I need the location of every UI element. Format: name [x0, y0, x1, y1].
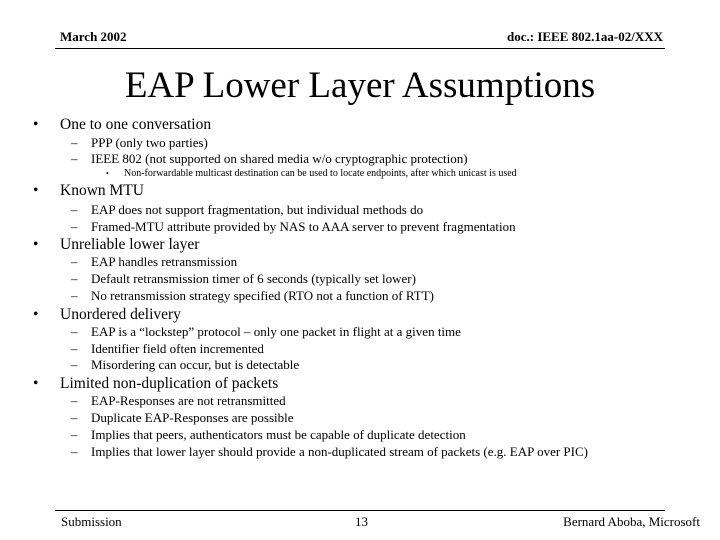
- dash-marker-icon: –: [71, 427, 78, 442]
- header-rule: [55, 48, 665, 49]
- footer-page-number: 13: [355, 514, 368, 529]
- sub-bullet-item-text: No retransmission strategy specified (RTO not a function of RTT): [91, 288, 434, 303]
- bullet-icon: •: [33, 116, 39, 133]
- bullet-item-text: One to one conversation: [60, 116, 212, 133]
- sub-bullet-item-text: PPP (only two parties): [91, 135, 208, 150]
- dash-marker-icon: –: [71, 254, 78, 269]
- sub-bullet-item-text: EAP handles retransmission: [91, 254, 238, 269]
- sub-bullet-item-text: Implies that lower layer should provide a non-duplicated stream of packets (e.g. EAP over PIC): [91, 444, 588, 459]
- bullet-icon: •: [33, 236, 39, 253]
- dash-marker-icon: –: [71, 341, 78, 356]
- footer-author: Bernard Aboba, Microsoft: [563, 514, 700, 529]
- dash-marker-icon: –: [71, 444, 78, 459]
- dash-marker-icon: –: [71, 135, 78, 150]
- sub-bullet-item-text: Implies that peers, authenticators must be capable of duplicate detection: [91, 427, 466, 442]
- bullet-item-text: Unordered delivery: [60, 306, 181, 323]
- bullet-icon: •: [33, 375, 39, 392]
- dash-marker-icon: –: [71, 288, 78, 303]
- bullet-item-text: Known MTU: [60, 182, 144, 199]
- bullet-item-text: Unreliable lower layer: [60, 236, 200, 253]
- sub-bullet-item-text: IEEE 802 (not supported on shared media w/o cryptographic protection): [91, 151, 468, 166]
- header-date: March 2002: [60, 29, 127, 44]
- sub-bullet-item-text: Duplicate EAP-Responses are possible: [91, 410, 294, 425]
- dash-marker-icon: –: [71, 202, 78, 217]
- header-doc-id: doc.: IEEE 802.1aa-02/XXX: [506, 29, 663, 44]
- bullet-icon: •: [33, 306, 39, 323]
- sub-sub-bullet-item-text: Non-forwardable multicast destination can be used to locate endpoints, after which unicast is used: [124, 168, 517, 179]
- dash-marker-icon: –: [71, 357, 78, 372]
- dash-marker-icon: –: [71, 410, 78, 425]
- sub-bullet-item-text: Default retransmission timer of 6 seconds (typically set lower): [91, 271, 416, 286]
- dash-marker-icon: –: [71, 393, 78, 408]
- slide-title: EAP Lower Layer Assumptions: [124, 65, 596, 106]
- dash-marker-icon: –: [71, 151, 78, 166]
- dash-marker-icon: –: [71, 219, 78, 234]
- sub-bullet-item-text: EAP is a “lockstep” protocol – only one packet in flight at a given time: [91, 324, 461, 339]
- bullet-item-text: Limited non-duplication of packets: [60, 375, 279, 392]
- sub-bullet-item-text: Framed-MTU attribute provided by NAS to AAA server to prevent fragmentation: [91, 219, 516, 234]
- dash-marker-icon: –: [71, 271, 78, 286]
- bullet-icon: •: [106, 169, 109, 178]
- dash-marker-icon: –: [71, 324, 78, 339]
- footer-submission: Submission: [61, 514, 122, 529]
- bullet-icon: •: [33, 182, 39, 199]
- sub-bullet-item-text: EAP-Responses are not retransmitted: [91, 393, 286, 408]
- footer-rule: [55, 510, 665, 511]
- sub-bullet-item-text: Identifier field often incremented: [91, 341, 264, 356]
- sub-bullet-item-text: Misordering can occur, but is detectable: [91, 357, 300, 372]
- sub-bullet-item-text: EAP does not support fragmentation, but individual methods do: [91, 202, 424, 217]
